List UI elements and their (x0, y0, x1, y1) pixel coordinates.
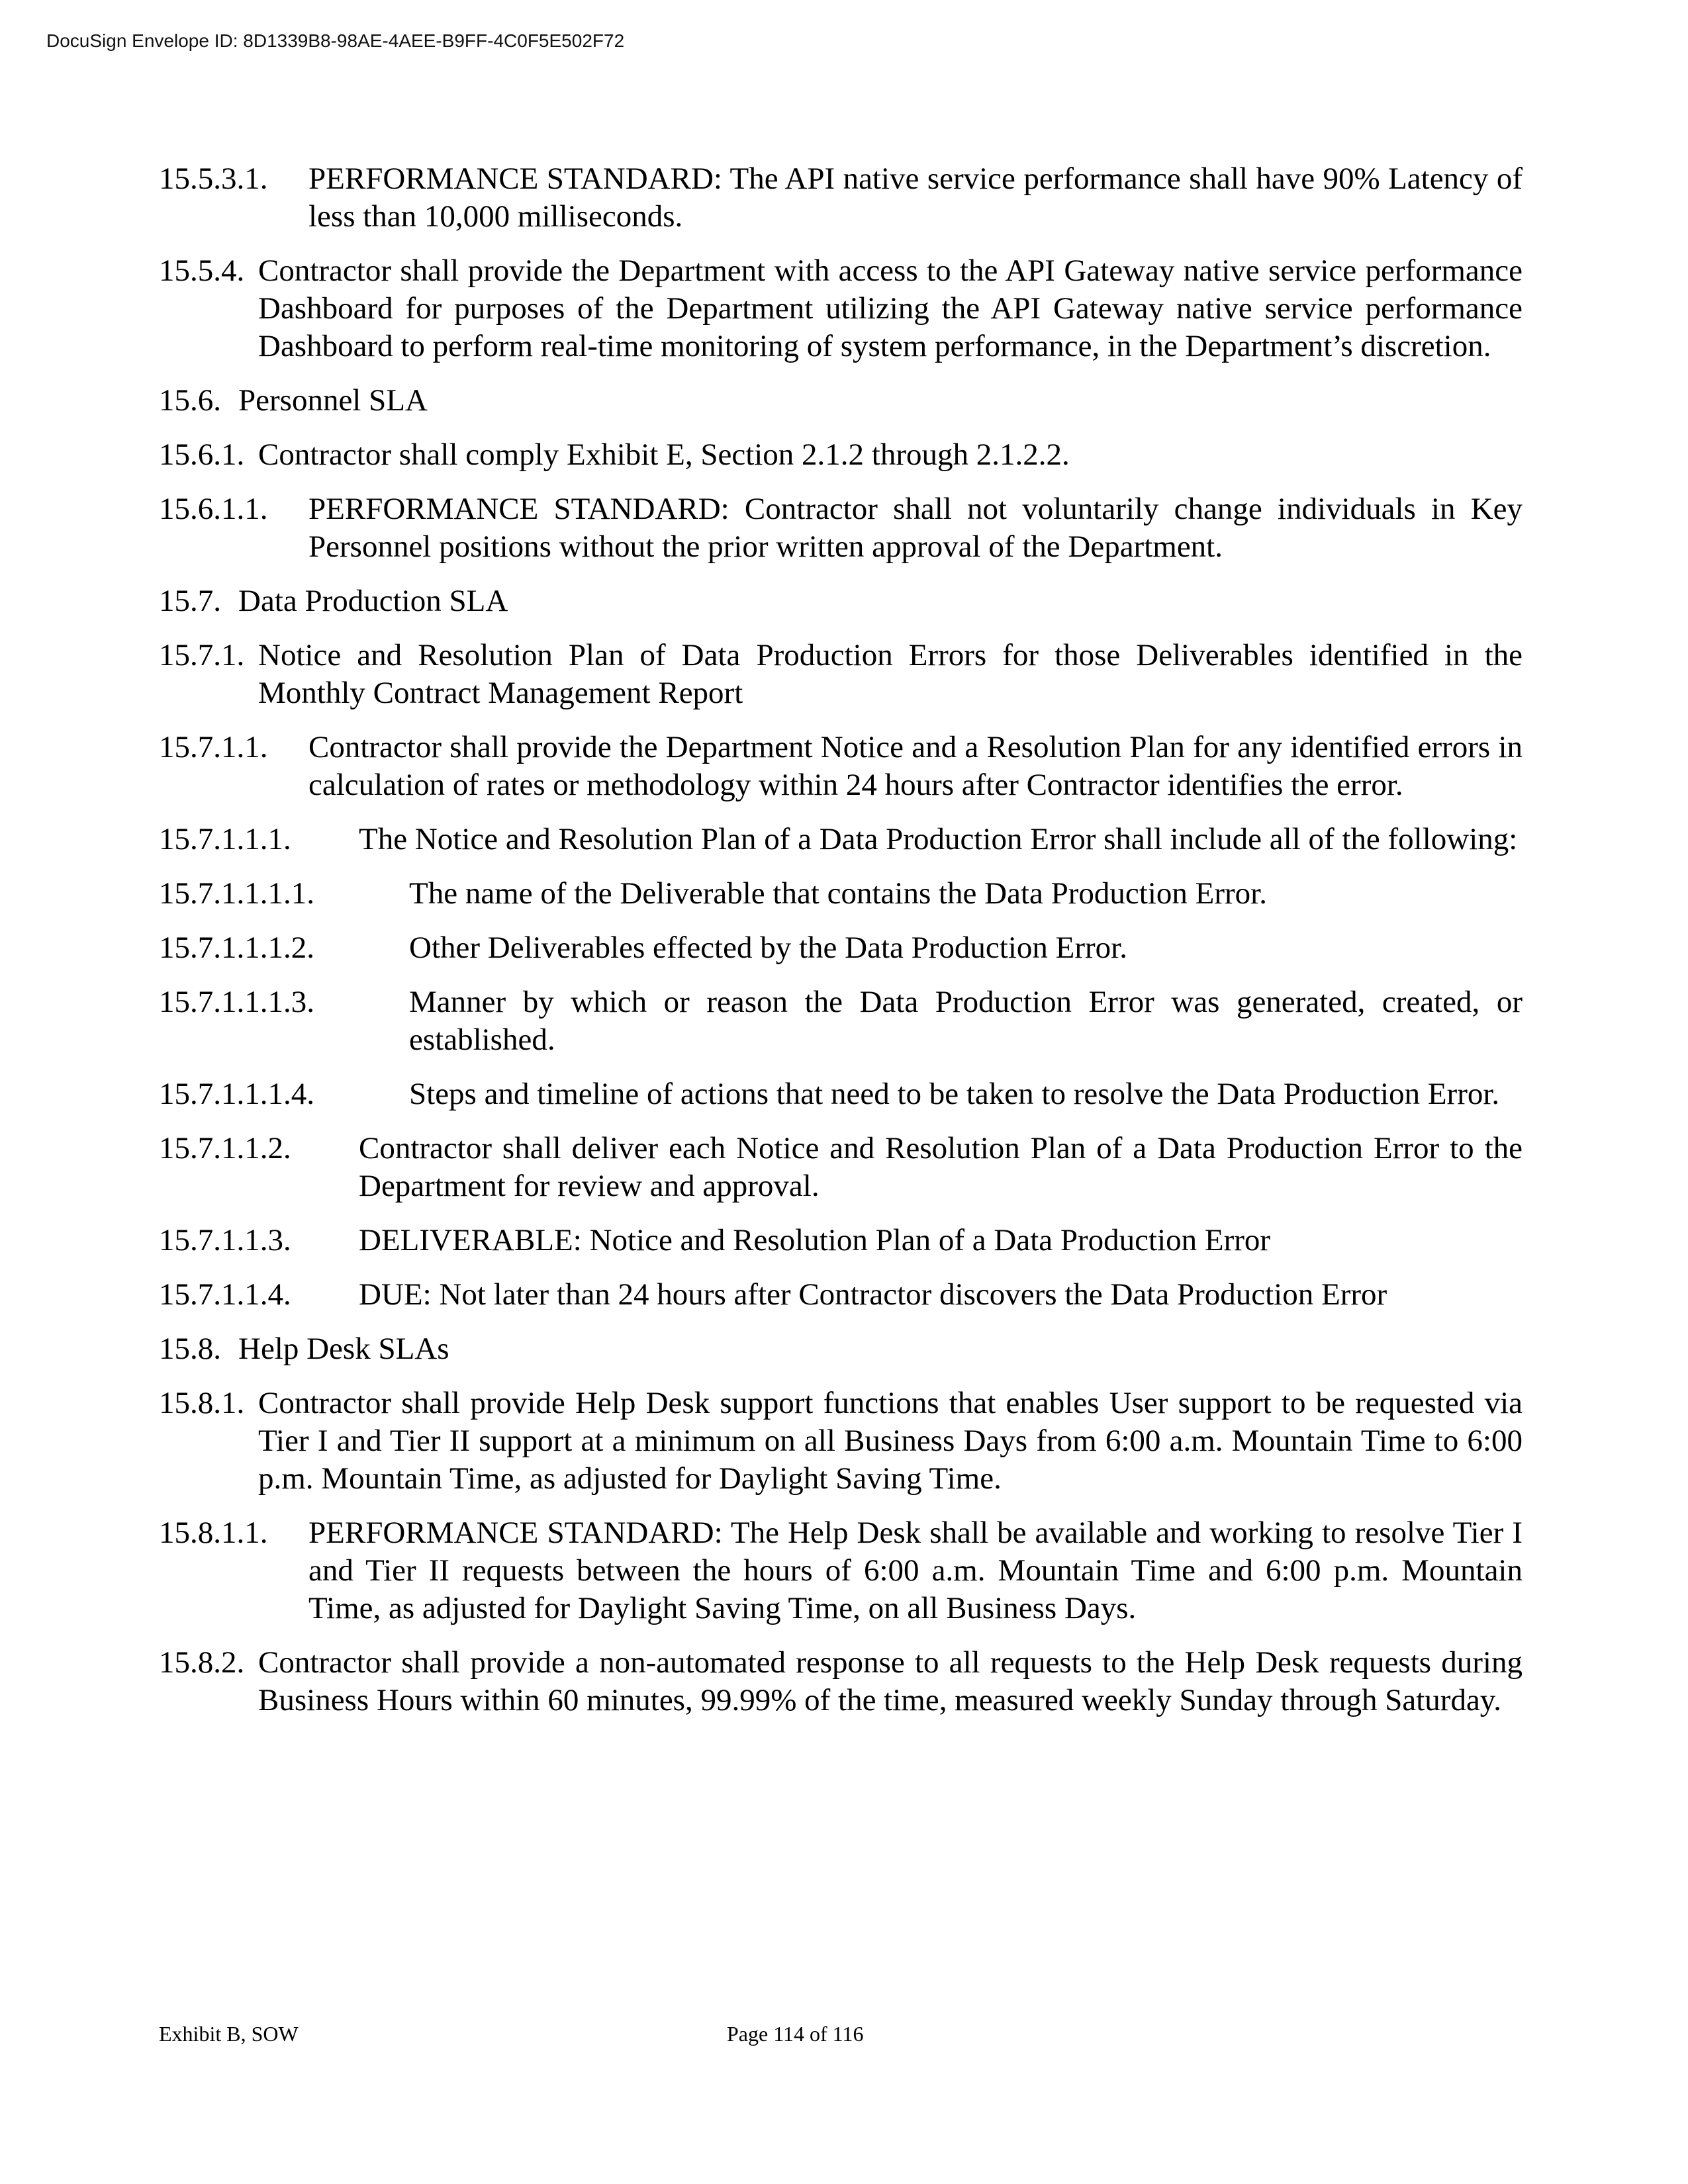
section-15-6 (159, 382, 1523, 420)
section-15-7-1-1-2 (159, 1130, 1523, 1205)
section-15-7-1-1-1 (159, 821, 1523, 858)
section-number: 15.8.1. (159, 1386, 245, 1420)
section-text: Data Production SLA (238, 584, 508, 618)
section-number: 15.7.1.1. (159, 730, 268, 764)
section-number: 15.7.1. (159, 638, 245, 672)
docusign-envelope-id: DocuSign Envelope ID: 8D1339B8-98AE-4AEE-B9FF-4C0F5E502F72 (46, 30, 625, 51)
section-text: Contractor shall provide Help Desk support functions that enables User support to be requested via Tier I and Tier II support at a minimum on all Business Days from 6:00 a.m. Mountain Time to 6:00 p.m. Mountain Time, as adjusted for Daylight Saving Time. (258, 1386, 1523, 1496)
section-15-7-1-1-1-1 (159, 875, 1523, 913)
section-number: 15.8.2. (159, 1645, 245, 1680)
footer-page-number: Page 114 of 116 (727, 2022, 864, 2046)
section-15-8-1-1 (159, 1514, 1523, 1627)
section-text: Manner by which or reason the Data Production Error was generated, created, or established. (409, 985, 1523, 1057)
section-number: 15.8.1.1. (159, 1516, 268, 1550)
section-number: 15.7.1.1.1.2. (159, 931, 314, 965)
section-number: 15.7. (159, 584, 221, 618)
section-text: Personnel SLA (238, 383, 428, 418)
section-number: 15.5.3.1. (159, 161, 268, 196)
section-15-5-3-1 (159, 160, 1523, 236)
section-15-7-1-1-4 (159, 1276, 1523, 1314)
section-text: Contractor shall provide the Department Notice and a Resolution Plan for any identified errors in calculation of rates or methodology within 24 hours after Contractor identifies the error. (308, 730, 1523, 802)
section-number: 15.7.1.1.2. (159, 1131, 291, 1165)
section-text: The name of the Deliverable that contains the Data Production Error. (409, 876, 1267, 911)
document-body (159, 160, 1523, 1736)
section-text: Contractor shall deliver each Notice and Resolution Plan of a Data Production Error to the Department for review and approval. (359, 1131, 1523, 1203)
section-text: Contractor shall provide the Department with access to the API Gateway native service performance Dashboard for purposes of the Department utilizing the API Gateway native service performance Dashboard to perform real-time monitoring of system performance, in the Department’s discretion. (258, 253, 1523, 363)
section-text: Contractor shall provide a non-automated response to all requests to the Help Desk requests during Business Hours within 60 minutes, 99.99% of the time, measured weekly Sunday through Saturday. (258, 1645, 1523, 1717)
section-text: DELIVERABLE: Notice and Resolution Plan of a Data Production Error (359, 1223, 1271, 1257)
section-text: Other Deliverables effected by the Data Production Error. (409, 931, 1127, 965)
section-15-7 (159, 582, 1523, 620)
section-number: 15.7.1.1.1.4. (159, 1077, 314, 1111)
section-text: PERFORMANCE STANDARD: The API native service performance shall have 90% Latency of less than 10,000 milliseconds. (308, 161, 1523, 234)
section-number: 15.7.1.1.4. (159, 1277, 291, 1312)
footer-document-name: Exhibit B, SOW (159, 2022, 299, 2046)
section-15-5-4 (159, 252, 1523, 365)
section-text: Contractor shall comply Exhibit E, Section 2.1.2 through 2.1.2.2. (258, 437, 1070, 472)
section-number: 15.7.1.1.1.1. (159, 876, 314, 911)
section-15-7-1-1-1-2 (159, 929, 1523, 967)
section-text: PERFORMANCE STANDARD: The Help Desk shall be available and working to resolve Tier I and Tier II requests between the hours of 6:00 a.m. Mountain Time and 6:00 p.m. Mountain Time, as adjusted for Daylight Saving Time, on all Business Days. (308, 1516, 1523, 1625)
section-number: 15.7.1.1.3. (159, 1223, 291, 1257)
section-15-7-1-1-1-4 (159, 1075, 1523, 1113)
section-number: 15.6.1.1. (159, 492, 268, 526)
section-15-8-2 (159, 1644, 1523, 1719)
section-text: The Notice and Resolution Plan of a Data Production Error shall include all of the following: (359, 822, 1518, 856)
section-number: 15.7.1.1.1.3. (159, 985, 314, 1019)
section-15-6-1-1 (159, 490, 1523, 566)
section-text: PERFORMANCE STANDARD: Contractor shall not voluntarily change individuals in Key Personnel positions without the prior written approval of the Department. (308, 492, 1523, 564)
section-text: DUE: Not later than 24 hours after Contractor discovers the Data Production Error (359, 1277, 1387, 1312)
section-15-8 (159, 1330, 1523, 1368)
section-15-8-1 (159, 1385, 1523, 1498)
section-text: Help Desk SLAs (238, 1332, 449, 1366)
section-number: 15.5.4. (159, 253, 245, 288)
section-number: 15.8. (159, 1332, 221, 1366)
section-text: Steps and timeline of actions that need to be taken to resolve the Data Production Error. (409, 1077, 1500, 1111)
section-15-7-1-1 (159, 729, 1523, 804)
section-15-7-1-1-1-3 (159, 983, 1523, 1059)
section-15-6-1 (159, 436, 1523, 474)
section-number: 15.6.1. (159, 437, 245, 472)
section-15-7-1-1-3 (159, 1222, 1523, 1259)
section-15-7-1 (159, 637, 1523, 712)
section-text: Notice and Resolution Plan of Data Production Errors for those Deliverables identified in the Monthly Contract Management Report (258, 638, 1523, 710)
section-number: 15.6. (159, 383, 221, 418)
section-number: 15.7.1.1.1. (159, 822, 291, 856)
